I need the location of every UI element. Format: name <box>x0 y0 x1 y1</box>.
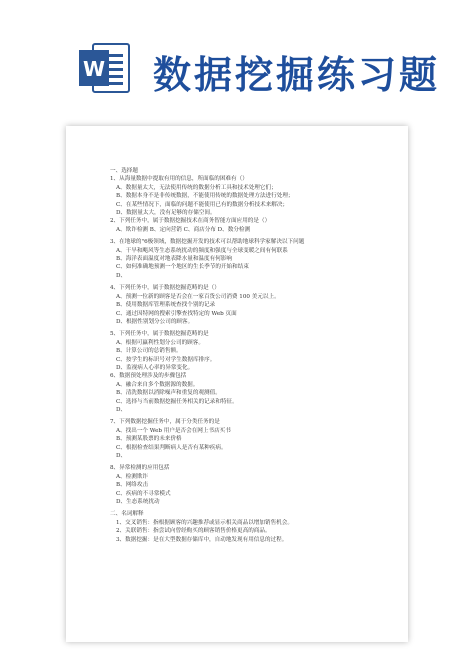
option-1d: D、数据量太大，没有足够的存储空间。 <box>116 210 216 217</box>
definition-2: 2、关联销售：指尝试向曾经购买的顾客销售价格更高的商品。 <box>116 528 271 535</box>
options-2: A、欺诈检测 B、定向营销 C、商店分布 D、数分检测 <box>116 226 251 233</box>
option-6a: A、融合来自多个数据源的数据。 <box>116 381 199 388</box>
option-5b: B、计算公司的总销售额。 <box>116 348 182 355</box>
option-5a: A、根据可赢利性划分公司的顾客。 <box>116 339 204 346</box>
option-8d: D、生态系统扰动 <box>116 499 160 506</box>
option-7d: D、 <box>116 453 127 459</box>
option-1b: B、数据本身不是非传统数据，不能使用传统的数据处理方法进行处理； <box>116 193 294 200</box>
document-page <box>66 126 408 642</box>
option-7a: A、找出一个 Web 用户是否会在网上书店买书 <box>116 427 231 434</box>
option-6d: D、 <box>116 406 127 413</box>
word-document-icon <box>77 40 133 96</box>
section-heading-1: 一、选择题 <box>110 168 138 174</box>
option-1a: A、数据量太大，无法使用传统的数据分析工具和技术处理它们； <box>116 184 277 191</box>
option-3c: C、如何准确地预测一个地区的生长季节的开始和结束 <box>116 264 249 271</box>
option-1c: C、在某些情况下，面临的问题不能使用已有的数据分析技术来解决； <box>116 201 289 208</box>
option-3b: B、海洋表面温度对地表降水量和温度有何影响 <box>116 256 232 263</box>
option-6c: C、选择与当前数据挖掘任务相关的记录和特征。 <box>116 398 238 405</box>
question-8: 8、异常检测的应用包括 <box>110 465 170 472</box>
question-1: 1、从海量数据中提取有用的信息，所面临的困难有（） <box>110 176 248 183</box>
option-7b: B、预测某股票的未来价格 <box>116 436 182 443</box>
option-6b: B、清洗数据以消除噪声和重复的观测值。 <box>116 390 221 397</box>
question-4: 4、下列任务中，属于数据挖掘范畴的是（） <box>110 285 220 292</box>
option-4c: C、通过因特网的搜索引擎查找特定的 Web 页面 <box>116 310 237 317</box>
option-8b: B、网络攻击 <box>116 482 149 489</box>
document-body <box>110 167 400 544</box>
option-4a: A、预测一位新的顾客是否会在一家百货公司消费 100 美元以上。 <box>116 293 280 300</box>
option-4b: B、使用数据库管理系统查找个别的记录 <box>116 302 216 309</box>
banner-title: 数据挖掘练习题 <box>153 53 441 97</box>
option-7c: C、根据检查结果判断病人是否有某种疾病。 <box>116 444 227 451</box>
definition-3: 3、数据挖掘：是在大型数据存储库中，自动地发现有用信息的过程。 <box>116 536 288 543</box>
section-heading-2: 二、名词解释 <box>110 511 144 518</box>
question-7: 7、下列数据挖掘任务中，属于分类任务的是 <box>110 419 220 426</box>
question-2: 2、下列任务中，属于数据挖掘技术在商务智能方面应用的是（） <box>110 218 271 225</box>
option-8c: C、疾病的不寻常模式 <box>116 490 171 497</box>
option-5c: C、按学生的标识号对学生数据库排序。 <box>116 356 216 363</box>
question-5: 5、下列任务中，属于数据挖掘范畴的是 <box>110 331 209 338</box>
option-3a: A、干旱和飓风等生态系统扰动的频度和强度与全球变暖之间有何联系 <box>116 247 288 254</box>
option-8a: A、检测欺诈 <box>116 473 149 480</box>
svg-text:W: W <box>82 57 106 81</box>
document-banner <box>0 0 474 122</box>
definition-1: 1、交叉销售：指根据顾客的兴趣推荐或显示相关商品以增加销售机会。 <box>116 519 293 526</box>
option-5d: D、监视病人心率的异常变化。 <box>116 364 194 371</box>
option-3d: D、 <box>116 272 127 279</box>
option-4d: D、根据性别划分公司的顾客。 <box>116 318 194 325</box>
question-6: 6、数据预处理涉及的步骤包括 <box>110 373 187 380</box>
question-3: 3、在地球的"6极领域，数据挖掘开发的技术可以帮助地球科学家解决以下问题 <box>110 239 305 246</box>
